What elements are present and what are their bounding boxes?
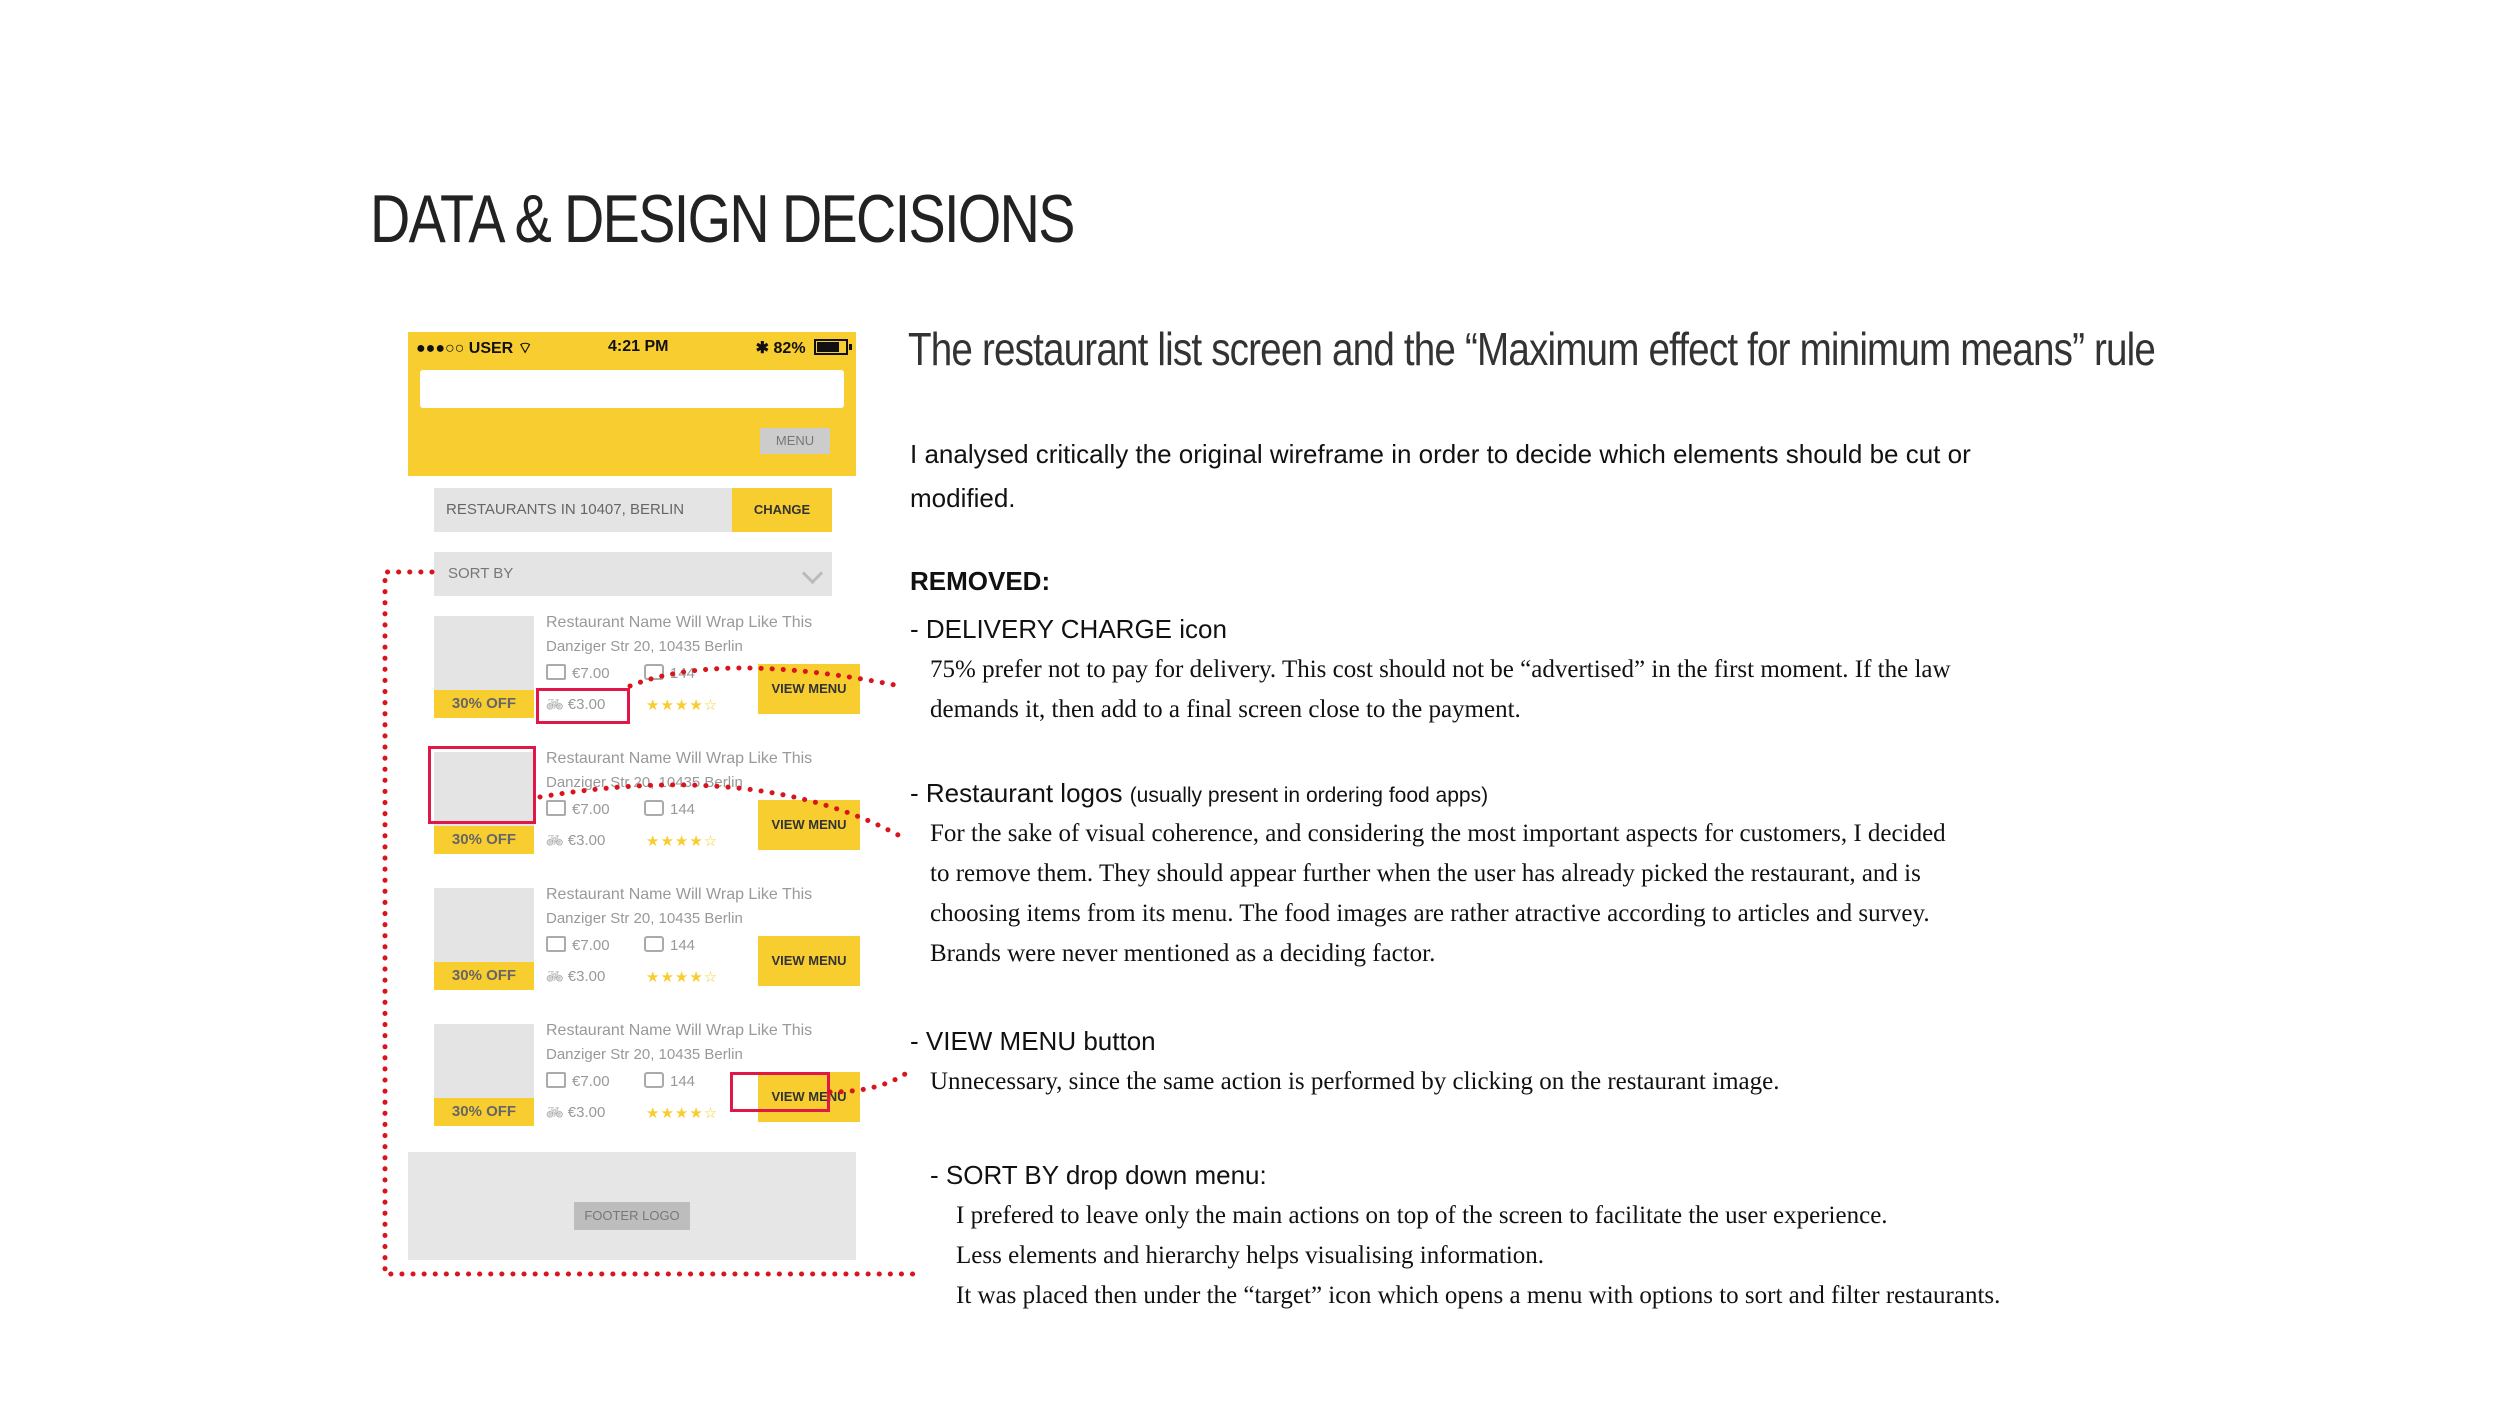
body-line: choosing items from its menu. The food images are rather atractive according to articles and survey. — [930, 900, 1930, 927]
bag-icon — [546, 936, 566, 952]
body-line: to remove them. They should appear further when the user has already picked the restaurant, and is — [930, 860, 1921, 887]
restaurant-card[interactable] — [434, 614, 847, 740]
carrier-label — [416, 338, 533, 358]
status-right — [756, 338, 848, 358]
comments — [644, 664, 695, 682]
comments-count: 144 — [670, 1073, 696, 1090]
chevron-down-icon — [802, 563, 823, 584]
discount-badge: 30% OFF — [434, 690, 534, 718]
restaurant-card[interactable] — [434, 886, 847, 1012]
logo-highlight — [428, 746, 536, 824]
min-order-value: €7.00 — [572, 801, 610, 818]
view-menu-button[interactable]: VIEW MENU — [758, 936, 860, 986]
restaurant-name: Restaurant Name Will Wrap Like This — [546, 886, 813, 903]
restaurant-name: Restaurant Name Will Wrap Like This — [546, 614, 813, 631]
bluetooth-icon: ✱ — [755, 340, 770, 357]
sort-dropdown[interactable] — [434, 552, 832, 596]
item-body — [930, 650, 1951, 730]
bag-icon — [546, 1072, 566, 1088]
delivery-value: €3.00 — [567, 968, 606, 985]
delivery-charge — [546, 832, 605, 849]
item-heading-note: (usually present in ordering food apps) — [1129, 784, 1489, 807]
discount-badge: 30% OFF — [434, 826, 534, 854]
item-heading — [910, 614, 1227, 645]
rating-stars: ★★★★☆ — [646, 969, 719, 986]
comments — [644, 800, 695, 818]
restaurant-name: Restaurant Name Will Wrap Like This — [546, 750, 813, 767]
discount-badge: 30% OFF — [434, 962, 534, 990]
body-line: demands it, then add to a final screen close to the payment. — [930, 696, 1521, 723]
body-line: Brands were never mentioned as a deciding factor. — [930, 940, 1436, 967]
slide-title: DATA & DESIGN DECISIONS — [370, 181, 1074, 257]
min-order — [546, 664, 610, 682]
rating-stars: ★★★★☆ — [646, 697, 719, 714]
delivery-charge — [546, 1104, 605, 1121]
view-menu-button[interactable]: VIEW MENU — [758, 664, 860, 714]
phone-footer — [408, 1152, 856, 1260]
wifi-icon: ⌔ — [517, 340, 533, 357]
bag-icon — [546, 664, 566, 680]
item-heading-text: - DELIVERY CHARGE icon — [910, 614, 1227, 644]
view-menu-button[interactable]: VIEW MENU — [758, 800, 860, 850]
section-subtitle: The restaurant list screen and the “Maximum effect for minimum means” rule — [908, 323, 2156, 375]
carrier-text: ●●●○○ USER — [416, 340, 514, 357]
body-line: Unnecessary, since the same action is performed by clicking on the restaurant image. — [930, 1068, 1780, 1095]
comment-icon — [644, 800, 664, 816]
bike-icon: 🚲︎ — [546, 1104, 564, 1120]
item-heading-text: - SORT BY drop down menu: — [930, 1160, 1267, 1190]
min-order — [546, 800, 610, 818]
restaurant-address: Danziger Str 20, 10435 Berlin — [546, 910, 743, 927]
delivery-value: €3.00 — [567, 832, 606, 849]
battery-label: 82% — [773, 340, 806, 357]
restaurant-address: Danziger Str 20, 10435 Berlin — [546, 638, 743, 655]
comments-count: 144 — [670, 665, 696, 682]
body-line: It was placed then under the “target” icon which opens a menu with options to sort and filter restaurants. — [956, 1282, 2001, 1309]
delivery-value: €3.00 — [567, 1104, 606, 1121]
min-order — [546, 936, 610, 954]
battery-icon — [814, 339, 848, 355]
search-input[interactable] — [420, 370, 844, 408]
comment-icon — [644, 664, 664, 680]
item-body — [956, 1196, 2000, 1316]
min-order-value: €7.00 — [572, 665, 610, 682]
view-menu-button[interactable]: VIEW MENU — [758, 1072, 860, 1122]
rating-stars: ★★★★☆ — [646, 1105, 719, 1122]
item-heading — [910, 1026, 1156, 1057]
min-order — [546, 1072, 610, 1090]
item-heading — [930, 1160, 1267, 1191]
item-heading-text: - VIEW MENU button — [910, 1026, 1156, 1056]
phone-header — [408, 332, 856, 476]
body-line: I prefered to leave only the main actions on top of the screen to facilitate the user experience. — [956, 1202, 1888, 1229]
status-bar — [416, 338, 848, 362]
bike-icon: 🚲︎ — [546, 832, 564, 848]
body-line: 75% prefer not to pay for delivery. This cost should not be “advertised” in the first moment. If the law — [930, 656, 1951, 683]
sort-label: SORT BY — [448, 565, 514, 582]
body-line: For the sake of visual coherence, and considering the most important aspects for customers, I decided — [930, 820, 1946, 847]
bike-icon: 🚲︎ — [546, 696, 564, 712]
comment-icon — [644, 1072, 664, 1088]
delivery-charge-highlight — [536, 688, 630, 724]
menu-button[interactable]: MENU — [760, 428, 830, 454]
min-order-value: €7.00 — [572, 1073, 610, 1090]
delivery-charge — [546, 968, 605, 985]
removed-heading: REMOVED: — [910, 566, 1051, 596]
restaurant-address: Danziger Str 20, 10435 Berlin — [546, 774, 743, 791]
phone-wireframe — [408, 332, 856, 1260]
status-time: 4:21 PM — [608, 338, 669, 355]
comments — [644, 936, 695, 954]
comments — [644, 1072, 695, 1090]
restaurant-address: Danziger Str 20, 10435 Berlin — [546, 1046, 743, 1063]
comments-count: 144 — [670, 937, 696, 954]
bag-icon — [546, 800, 566, 816]
discount-badge: 30% OFF — [434, 1098, 534, 1126]
view-menu-highlight — [730, 1072, 830, 1112]
item-heading-text: - Restaurant logos — [910, 778, 1123, 808]
bike-icon: 🚲︎ — [546, 968, 564, 984]
item-heading — [910, 778, 1488, 809]
intro-paragraph: I analysed critically the original wireframe in order to decide which elements should be cut or modified. — [910, 439, 1971, 513]
restaurant-name: Restaurant Name Will Wrap Like This — [546, 1022, 813, 1039]
rating-stars: ★★★★☆ — [646, 833, 719, 850]
comment-icon — [644, 936, 664, 952]
delivery-value: €3.00 — [567, 696, 606, 713]
body-line: Less elements and hierarchy helps visualising information. — [956, 1242, 1545, 1269]
footer-logo: FOOTER LOGO — [574, 1202, 690, 1230]
location-label: RESTAURANTS IN 10407, BERLIN — [434, 488, 740, 532]
comments-count: 144 — [670, 801, 696, 818]
item-body — [930, 1062, 1779, 1102]
min-order-value: €7.00 — [572, 937, 610, 954]
change-button[interactable]: CHANGE — [732, 488, 832, 532]
item-body — [930, 814, 1946, 974]
